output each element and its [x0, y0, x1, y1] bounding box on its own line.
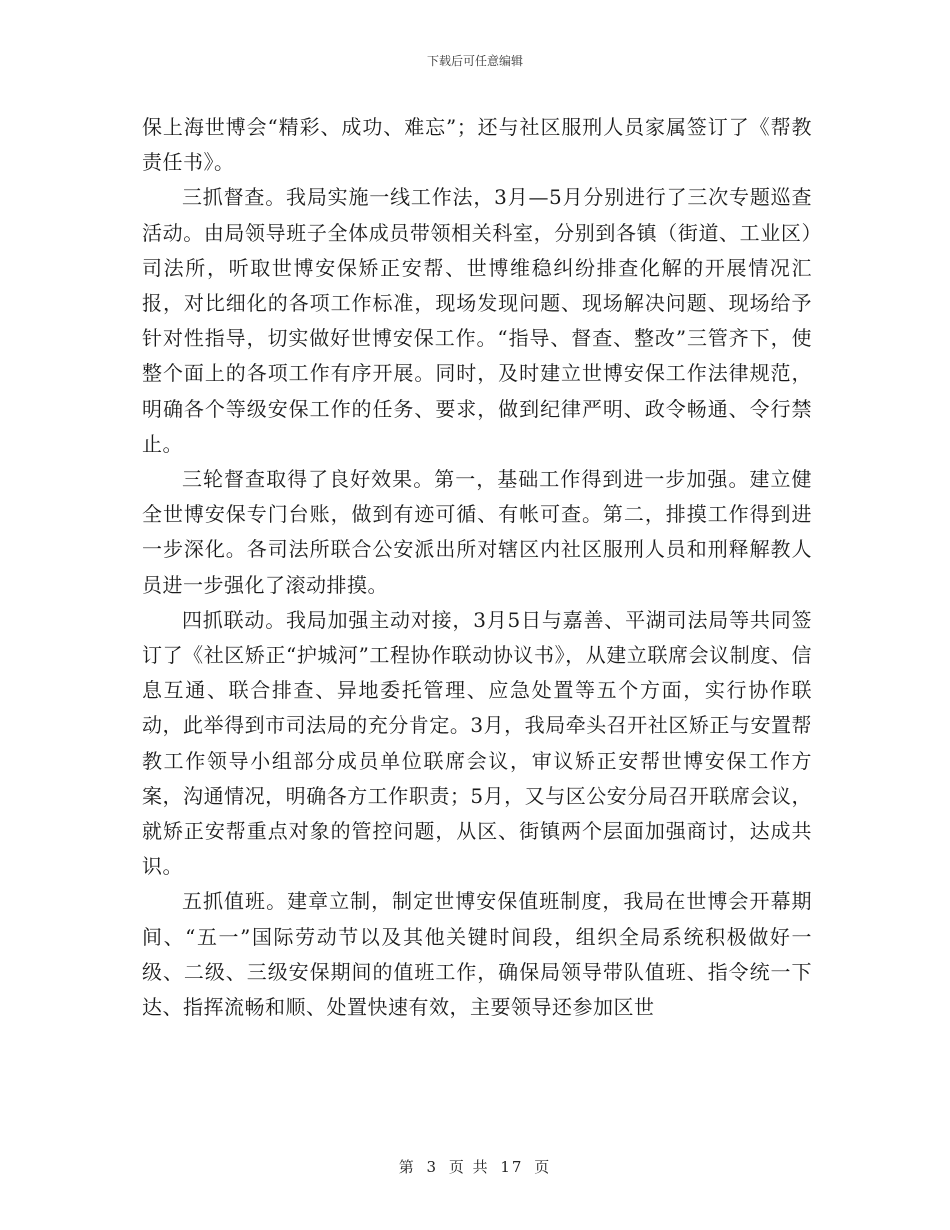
- paragraph-4: 四抓联动。我局加强主动对接，3月5日与嘉善、平湖司法局等共同签订了《社区矫正“护城河”工程协作联动协议书》，从建立联席会议制度、信息互通、联合排查、异地委托管理、应急处置等五个方面，实行协作联动，此举得到市司法局的充分肯定。3月，我局牵头召开社区矫正与安置帮教工作领导小组部分成员单位联席会议，审议矫正安帮世博安保工作方案，沟通情况，明确各方工作职责；5月，又与区公安分局召开联席会议，就矫正安帮重点对象的管控问题，从区、街镇两个层面加强商讨，达成共识。: [142, 607, 812, 879]
- document-body: [142, 110, 812, 1025]
- footer-middle: 页 共: [448, 1158, 490, 1176]
- paragraph-3: 三轮督查取得了良好效果。第一，基础工作得到进一步加强。建立健全世博安保专门台账，做到有迹可循、有帐可查。第二，排摸工作得到进一步深化。各司法所联合公安派出所对辖区内社区服刑人员和刑释解教人员进一步强化了滚动排摸。: [142, 467, 812, 597]
- paragraph-2: 三抓督查。我局实施一线工作法，3月—5月分别进行了三次专题巡查活动。由局领导班子全体成员带领相关科室，分别到各镇（街道、工业区）司法所，听取世博安保矫正安帮、世博维稳纠纷排查化解的开展情况汇报，对比细化的各项工作标准，现场发现问题、现场解决问题、现场给予针对性指导，切实做好世博安保工作。“指导、督查、整改”三管齐下，使整个面上的各项工作有序开展。同时，及时建立世博安保工作法律规范，明确各个等级安保工作的任务、要求，做到纪律严明、政令畅通、令行禁止。: [142, 185, 812, 456]
- paragraph-1: 保上海世博会“精彩、成功、难忘”；还与社区服刑人员家属签订了《帮教责任书》。: [142, 115, 812, 175]
- total-pages: 17: [500, 1158, 524, 1176]
- page-header: 下载后可任意编辑: [426, 54, 523, 68]
- footer-suffix: 页: [534, 1158, 552, 1176]
- page-number: 3: [426, 1158, 439, 1176]
- paragraph-5: 五抓值班。建章立制，制定世博安保值班制度，我局在世博会开幕期间、“五一”国际劳动节以及其他关键时间段，组织全局系统积极做好一级、二级、三级安保期间的值班工作，确保局领导带队值班、指令统一下达、指挥流畅和顺、处置快速有效，主要领导还参加区世: [142, 889, 812, 1020]
- footer-prefix: 第: [398, 1158, 416, 1176]
- page-footer: [0, 1156, 950, 1177]
